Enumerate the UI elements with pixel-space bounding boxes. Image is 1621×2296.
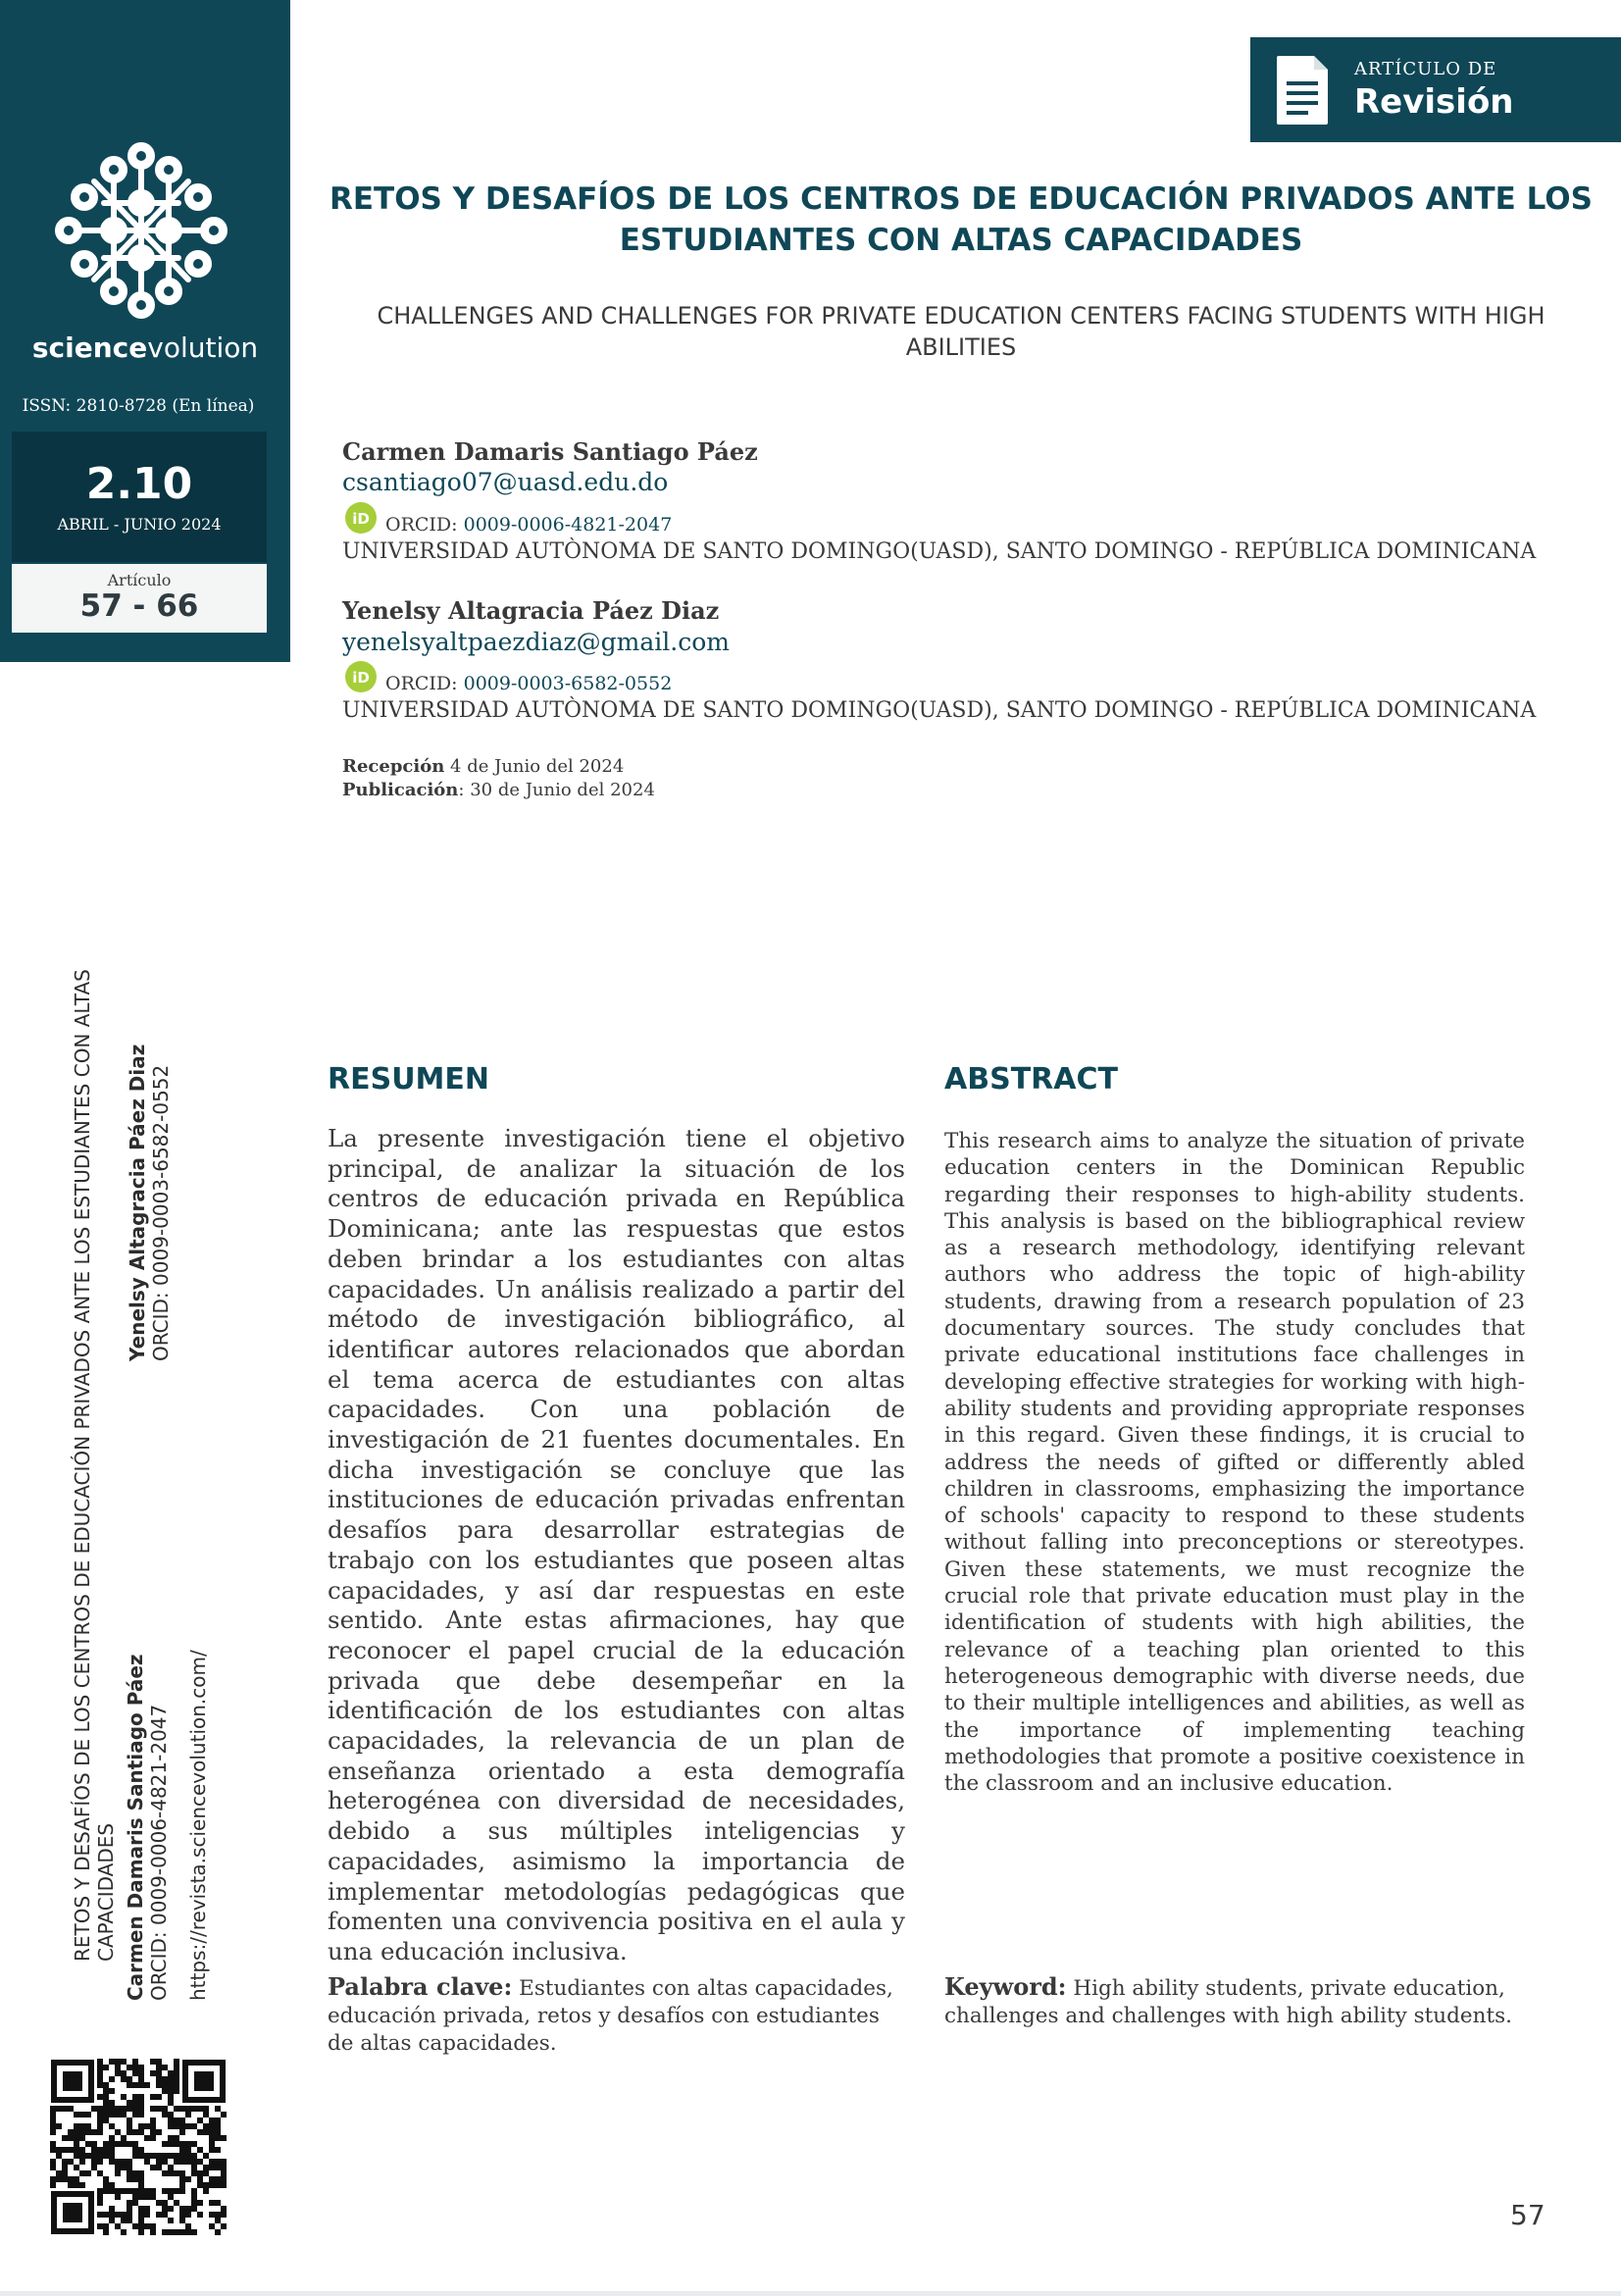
orcid-icon (345, 502, 377, 534)
side-journal-url[interactable]: https://revista.sciencevolution.com/ (186, 1650, 210, 2001)
author-2-email[interactable]: yenelsyaltpaezdiaz@gmail.com (342, 628, 730, 656)
orcid-icon (345, 661, 377, 692)
author-2-orcid-link[interactable]: 0009-0003-6582-0552 (463, 673, 673, 694)
author-1-email[interactable]: csantiago07@uasd.edu.do (342, 468, 669, 496)
author-1-affiliation: UNIVERSIDAD AUTÒNOMA DE SANTO DOMINGO(UASD), SANTO DOMINGO - REPÚBLICA DOMINICANA (342, 539, 1537, 564)
page-number: 57 (1510, 2199, 1545, 2231)
author-2-name: Yenelsy Altagracia Páez Diaz (342, 596, 720, 625)
side-author-1: Carmen Damaris Santiago Páez ORCID: 0009-0006-4821-2047 (124, 1654, 171, 2001)
svg-text:iD: iD (352, 510, 370, 528)
author-1-orcid-link[interactable]: 0009-0006-4821-2047 (463, 514, 673, 536)
author-2-affiliation: UNIVERSIDAD AUTÒNOMA DE SANTO DOMINGO(UASD), SANTO DOMINGO - REPÚBLICA DOMINICANA (342, 698, 1537, 723)
badge-type: Revisión (1354, 82, 1514, 122)
article-label: Artículo (107, 571, 172, 589)
qr-code-icon[interactable] (37, 2046, 239, 2248)
author-1-orcid: ORCID: 0009-0006-4821-2047 (385, 514, 673, 536)
sciencevolution-logo-icon (49, 142, 233, 319)
reception-date: Recepción 4 de Junio del 2024 (342, 756, 625, 777)
publication-date: Publicación: 30 de Junio del 2024 (342, 780, 655, 800)
side-running-title: RETOS Y DESAFÍOS DE LOS CENTROS DE EDUCACIÓN PRIVADOS ANTE LOS ESTUDIANTES CON ALTAS CAPACIDADES (71, 969, 118, 1962)
author-1-name: Carmen Damaris Santiago Páez (342, 437, 758, 466)
abstract-text: This research aims to analyze the situation of private education centers in the Dominican Republic regarding their responses to high-ability students. This analysis is based on the bibliographical review as a research methodology, identifying relevant authors who address the topic of high-ability students, drawing from a research population of 23 documentary sources. The study concludes that private educational institutions face challenges in developing effective strategies for working with high-ability students and providing appropriate responses in this regard. Given these findings, it is crucial to address the needs of gifted or differently abled children in classrooms, emphasizing the importance of schools' capacity to respond to these students without falling into preconceptions or stereotypes. Given these statements, we must recognize the crucial role that private education must play in the identification of students with high abilities, the relevance of a teaching plan oriented to this heterogeneous demographic with diverse needs, due to their multiple intelligences and abilities, as well as the importance of implementing teaching methodologies that promote a positive coexistence in the classroom and an inclusive education. (944, 1129, 1525, 1797)
journal-brand: sciencevolution (31, 332, 259, 364)
badge-caption: ARTÍCULO DE (1354, 59, 1497, 79)
issue-period: ABRIL - JUNIO 2024 (57, 515, 222, 534)
volume-number: 2.10 (85, 459, 193, 509)
footer-bar (0, 2291, 1621, 2296)
document-icon (1275, 54, 1332, 127)
article-title: RETOS Y DESAFÍOS DE LOS CENTROS DE EDUCACIÓN PRIVADOS ANTE LOS ESTUDIANTES CON ALTAS CAPACIDADES (329, 181, 1593, 258)
resumen-heading: RESUMEN (328, 1062, 490, 1097)
keywords: Keyword: High ability students, private education, challenges and challenges with high ability students. (944, 1972, 1512, 2028)
svg-text:iD: iD (352, 669, 370, 687)
article-pages: 57 - 66 (79, 588, 199, 624)
issn-label: ISSN: 2810-8728 (En línea) (22, 396, 255, 416)
side-author-2: Yenelsy Altagracia Páez Diaz ORCID: 0009-0003-6582-0552 (126, 1044, 173, 1361)
article-subtitle: CHALLENGES AND CHALLENGES FOR PRIVATE EDUCATION CENTERS FACING STUDENTS WITH HIGH ABILITIES (377, 302, 1545, 361)
abstract-heading: ABSTRACT (944, 1062, 1118, 1097)
resumen-text: La presente investigación tiene el objetivo principal, de analizar la situación de los centros de educación privada en República Dominicana; ante las respuestas que estos deben brindar a los estudiantes con altas capacidades. Un análisis realizado a partir del método de investigación bibliográfico, al identificar autores relacionados que abordan el tema acerca de estudiantes con altas capacidades. Con una población de investigación de 21 fuentes documentales. En dicha investigación se concluye que las instituciones de educación privadas enfrentan desafíos para desarrollar estrategias de trabajo con los estudiantes que poseen altas capacidades, y así dar respuestas en este sentido. Ante estas afirmaciones, hay que reconocer el papel crucial de la educación privada que debe desempeñar en la identificación de los estudiantes con altas capacidades, la relevancia de un plan de enseñanza orientado a esta demografía heterogénea con diversidad de necesidades, debido a sus múltiples inteligencias y capacidades, asimismo la importancia de implementar metodologías pedagógicas que fomenten una convivencia positiva en el aula y una educación inclusiva. (328, 1124, 905, 1965)
author-2-orcid: ORCID: 0009-0003-6582-0552 (385, 673, 673, 694)
palabra-clave: Palabra clave: Estudiantes con altas capacidades, educación privada, retos y desafíos con estudiantes de altas capacidades. (328, 1972, 893, 2056)
